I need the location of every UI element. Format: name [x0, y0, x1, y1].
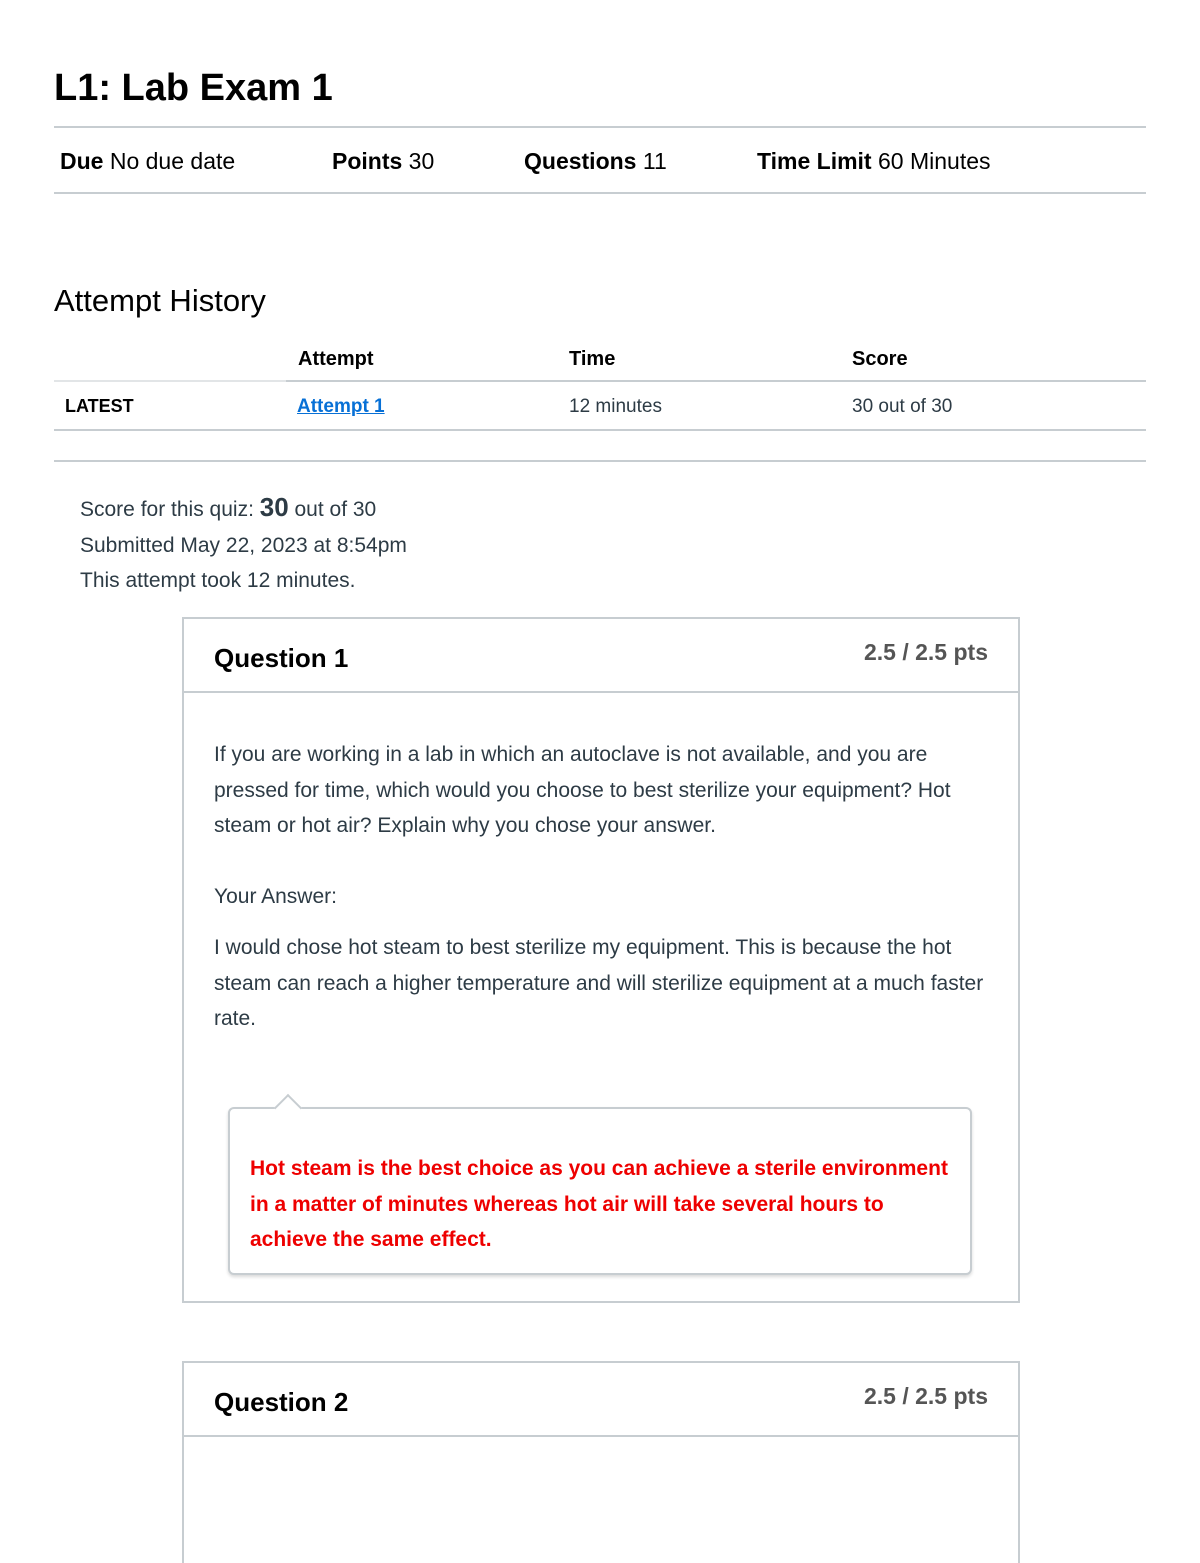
- your-answer-text: I would chose hot steam to best sterilize my equipment. This is because the hot steam can reach a higher temperature and will sterilize equipment at a much faster rate.: [214, 936, 984, 1030]
- question-header: [184, 619, 1018, 693]
- column-header-attempt: Attempt: [298, 348, 374, 370]
- page-title: L1: Lab Exam 1: [54, 67, 333, 109]
- attempt-duration: This attempt took 12 minutes.: [80, 569, 356, 592]
- due-label: Due: [60, 148, 104, 174]
- score-prefix: Score for this quiz:: [80, 498, 260, 521]
- points-detail: [332, 148, 434, 175]
- attempt-time: 12 minutes: [569, 396, 662, 417]
- comment-pointer: [274, 1094, 302, 1122]
- section-divider: [54, 460, 1146, 462]
- submitted-timestamp: Submitted May 22, 2023 at 8:54pm: [80, 534, 407, 557]
- table-header-divider: [286, 380, 1146, 382]
- due-value: No due date: [109, 148, 236, 174]
- points-value: 30: [408, 148, 435, 174]
- questions-value: 11: [642, 148, 667, 174]
- time-limit-label: Time Limit: [757, 148, 872, 174]
- question-header: [184, 1363, 1018, 1437]
- question-points: 2.5 / 2.5 pts: [863, 639, 988, 665]
- attempt-history-heading: Attempt History: [54, 283, 266, 318]
- question-title: Question 2: [214, 1387, 349, 1417]
- due-detail: [60, 148, 235, 175]
- question-prompt: If you are working in a lab in which an autoclave is not available, and you are pressed for time, which would you choose to best sterilize your equipment? Hot steam or hot air? Explain why you chose your answer.: [214, 743, 951, 837]
- points-label: Points: [332, 148, 403, 174]
- attempt-score: 30 out of 30: [852, 396, 953, 417]
- questions-label: Questions: [524, 148, 637, 174]
- question-points: 2.5 / 2.5 pts: [863, 1383, 988, 1409]
- instructor-comment-text: Hot steam is the best choice as you can achieve a sterile environment in a matter of minutes whereas hot air will take several hours to achieve the same effect.: [250, 1157, 948, 1251]
- quiz-details-bar: [54, 126, 1146, 194]
- time-limit-value: 60 Minutes: [878, 148, 991, 174]
- table-header-divider-left: [54, 380, 286, 382]
- your-answer-label: Your Answer:: [214, 885, 337, 908]
- time-limit-detail: [757, 148, 991, 175]
- score-suffix: out of 30: [288, 498, 377, 521]
- quiz-score-summary: [80, 492, 376, 523]
- score-value: 30: [259, 492, 289, 522]
- attempt-1-link[interactable]: Attempt 1: [297, 396, 385, 417]
- column-header-score: Score: [852, 348, 908, 370]
- question-card: [182, 617, 1020, 1303]
- latest-badge: LATEST: [65, 396, 134, 416]
- questions-detail: [524, 148, 667, 175]
- column-header-time: Time: [569, 348, 616, 370]
- table-row-divider: [54, 429, 1146, 431]
- question-title: Question 1: [214, 643, 349, 673]
- instructor-comment-box: [228, 1107, 972, 1275]
- question-card: [182, 1361, 1020, 1563]
